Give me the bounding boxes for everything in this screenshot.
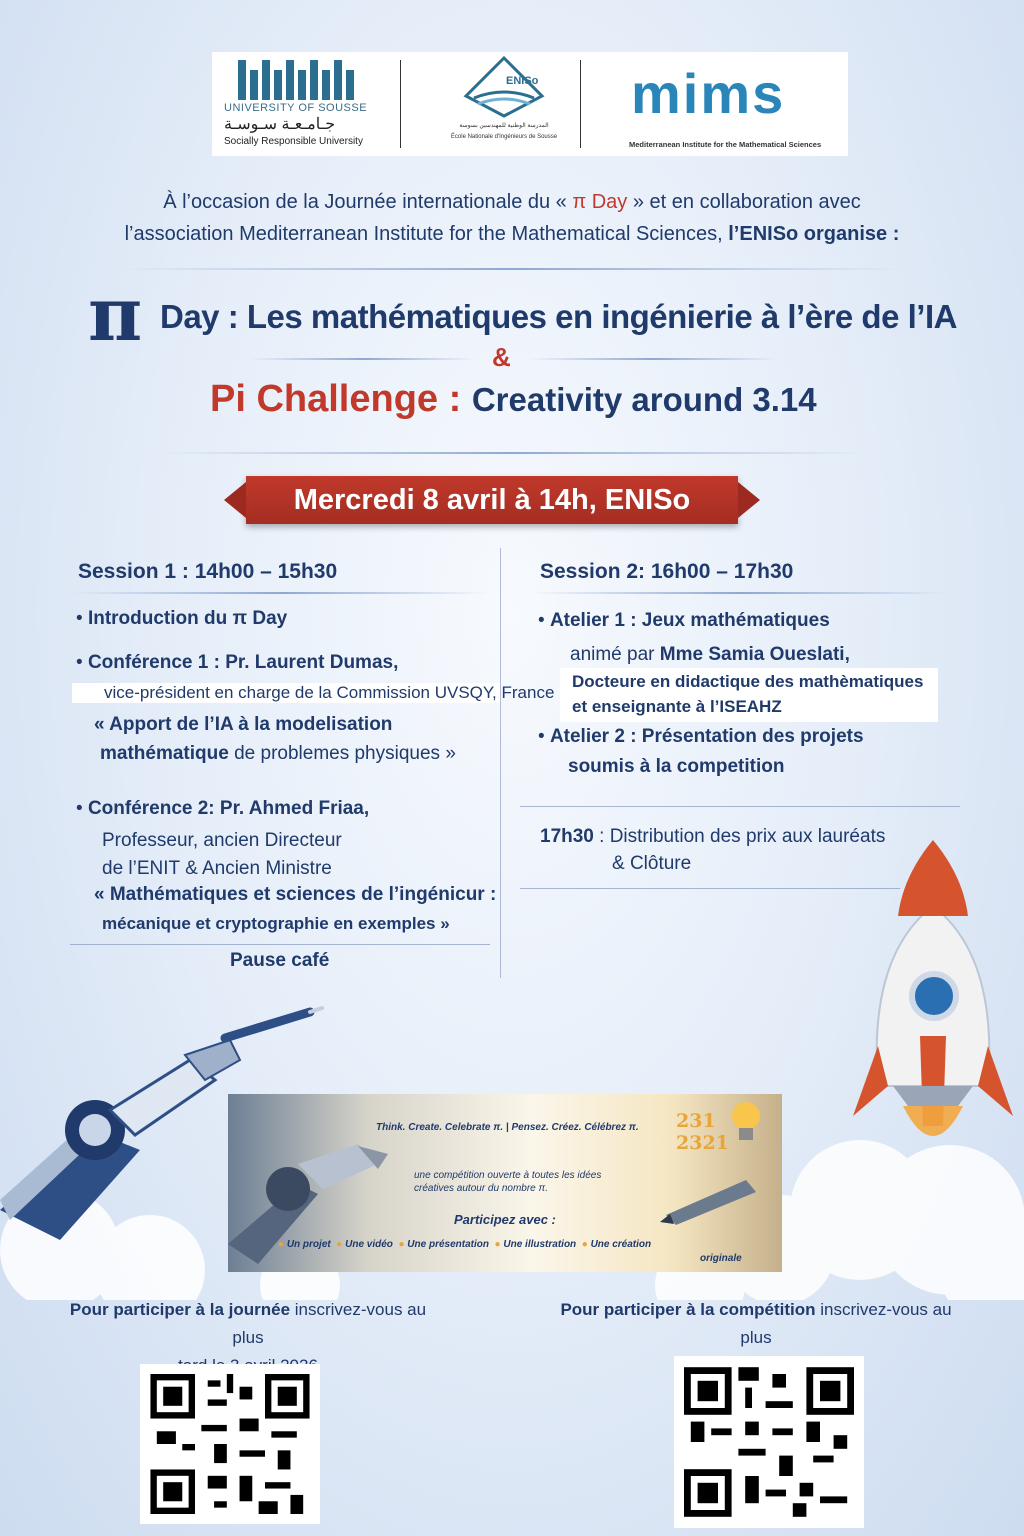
uos-arabic-name: جـامـعـة سـوسـة <box>224 116 336 133</box>
divider <box>70 592 490 594</box>
conference1-talk-line2 <box>100 743 456 765</box>
intro-organizer: l’ENISo organise : <box>728 223 900 245</box>
conference2-title: Conférence 2: Pr. Ahmed Friaa, <box>87 798 370 819</box>
option-illustration: Une illustration <box>503 1239 577 1250</box>
closing-line2: & Clôture <box>612 853 692 874</box>
conference1-role: vice-président en charge de la Commission UVSQY, France <box>72 683 500 703</box>
conference2-talk-line1 <box>94 884 496 906</box>
banner-number-2: 2321 <box>676 1132 729 1154</box>
banner-desc-line1: une compétition ouverte à toutes les idées <box>414 1170 602 1181</box>
qr-code-competition[interactable] <box>674 1356 864 1528</box>
coffee-break: Pause café <box>230 950 330 971</box>
uos-tagline: Socially Responsible University <box>224 136 363 147</box>
atelier1-host-name: Mme Samia Oueslati, <box>659 644 850 665</box>
intro-line1-pre: À l’occasion de la Journée internationale du « <box>163 191 573 213</box>
intro-line1-post: » et en collaboration avec <box>627 191 861 213</box>
session1-intro-item <box>76 608 287 630</box>
uos-emblem <box>238 60 356 100</box>
conference1-talk-line1 <box>94 714 392 736</box>
participate-text: Participez avec : <box>454 1212 556 1227</box>
conference1-talk-c: de problemes physiques » <box>228 743 456 764</box>
atelier2-title: Atelier 2 : Présentation des projets <box>549 726 864 747</box>
logo-band <box>212 52 848 156</box>
conference1-talk-b: mathématique <box>100 743 229 764</box>
atelier1-host-prefix: animé par <box>570 644 660 665</box>
rocket-illustration <box>848 836 1018 1146</box>
creativity-label: Creativity around 3.14 <box>471 381 817 418</box>
conference1-item <box>76 652 398 674</box>
atelier1-title: Atelier 1 : Jeux mathématiques <box>549 610 830 631</box>
option-video: Une vidéo <box>345 1239 393 1250</box>
closing-time: 17h30 <box>540 826 594 847</box>
option-presentation: Une présentation <box>407 1239 489 1250</box>
atelier1-role1: Docteure en didactique des mathèmatiques <box>572 672 924 691</box>
journee-label: Pour participer à la journée <box>69 1300 291 1319</box>
title-ampersand: & <box>492 342 511 372</box>
conference2-talk-a: « Mathématiques et sciences de l’ingénicur : <box>94 884 497 905</box>
participate-label <box>454 1212 556 1227</box>
participation-options: ● Un projet ● Une vidéo ● Une présentation ● Une illustration ● Une création <box>278 1239 652 1250</box>
uos-name: UNIVERSITY OF SOUSSE <box>224 102 368 114</box>
banner-tagline <box>376 1122 639 1133</box>
pi-symbol: π <box>88 272 143 358</box>
banner-desc-line2: créatives autour du nombre π. <box>414 1183 548 1194</box>
closing-text1: : Distribution des prix aux lauréats <box>593 826 886 847</box>
main-title <box>88 272 957 358</box>
eniso-mark: ENISo <box>506 75 539 87</box>
divider <box>528 358 778 360</box>
intro-item-label: Introduction du π Day <box>87 608 288 629</box>
pen-graphic <box>656 1170 766 1230</box>
divider <box>530 592 950 594</box>
competition-rest: inscrivez-vous au plus <box>740 1300 952 1347</box>
conference2-talk-line2: mécanique et cryptographie en exemples » <box>102 914 450 933</box>
eniso-logo <box>444 56 564 152</box>
conference1-title: Conférence 1 : Pr. Laurent Dumas, <box>87 652 399 673</box>
mims-logo <box>627 58 842 150</box>
banner-number-1: 231 <box>676 1110 716 1132</box>
atelier2-item <box>538 726 864 748</box>
eniso-emblem-icon <box>444 56 564 120</box>
competition-label: Pour participer à la compétition <box>560 1300 816 1319</box>
logo-divider <box>580 60 581 148</box>
logo-divider <box>400 60 401 148</box>
divider <box>70 944 490 945</box>
divider <box>250 358 476 360</box>
option-creation: Une création <box>590 1239 652 1250</box>
intro-pi-day: π Day <box>572 191 628 213</box>
eniso-arabic-caption: المدرسة الوطنية للمهندسين بسوسة <box>459 123 549 129</box>
conference2-role1: Professeur, ancien Directeur <box>102 830 342 851</box>
atelier1-item <box>538 610 830 632</box>
mims-wordmark: mims <box>631 62 786 125</box>
divider <box>120 268 904 270</box>
atelier1-institution: l’ISEAHZ <box>709 697 782 716</box>
conference2-item <box>76 798 369 820</box>
divider <box>520 888 900 889</box>
option-creation-line2: originale <box>700 1253 742 1264</box>
lightbulb-icon <box>728 1098 764 1146</box>
qr-competition-icon <box>684 1366 854 1518</box>
session1-title: Session 1 : 14h00 – 15h30 <box>78 560 338 583</box>
journee-rest: inscrivez-vous au plus <box>232 1300 427 1347</box>
date-banner: Mercredi 8 avril à 14h, ENISo <box>246 476 738 524</box>
closing-line1 <box>540 826 885 848</box>
pi-challenge-label: Pi Challenge : <box>210 378 472 420</box>
option-projet: Un projet <box>286 1239 331 1250</box>
atelier1-role2-prefix: et enseignante à <box>572 697 710 716</box>
atelier2-sub: soumis à la competition <box>568 756 785 777</box>
university-of-sousse-logo <box>220 58 390 150</box>
session2-title: Session 2: 16h00 – 17h30 <box>540 560 794 583</box>
conference2-role2: de l’ENIT & Ancien Ministre <box>102 858 332 879</box>
intro-text <box>40 186 984 250</box>
mims-caption: Mediterranean Institute for the Mathematical Sciences <box>629 140 822 149</box>
eniso-caption: École Nationale d'Ingénieurs de Sousse <box>450 134 558 140</box>
pi-challenge-banner <box>228 1094 782 1272</box>
atelier1-role2 <box>572 697 782 717</box>
banner-tagline-text: Think. Create. Celebrate π. | Pensez. Créez. Célébrez π. <box>376 1122 639 1133</box>
conference1-talk-a: « Apport de l’IA à la modelisation <box>94 714 393 735</box>
title-line1: Day : Les mathématiques en ingénierie à l’ère de l’IA <box>160 298 957 335</box>
column-divider <box>500 548 501 978</box>
qr-journee-icon <box>150 1374 310 1514</box>
subtitle <box>210 378 817 421</box>
qr-code-journee[interactable] <box>140 1364 320 1524</box>
intro-line2-pre: l’association Mediterranean Institute for the Mathematical Sciences, <box>124 223 729 245</box>
divider <box>160 452 864 454</box>
atelier1-host <box>570 644 850 666</box>
divider <box>520 806 960 807</box>
